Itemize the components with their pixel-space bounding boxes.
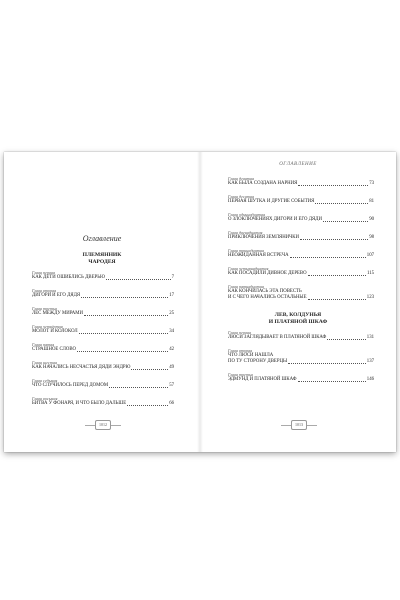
chapter-title: КАК НАЧАЛИСЬ НЕСЧАСТЬЯ ДЯДИ ЭНДРЮ [32, 365, 131, 370]
chapter-label: Глава пятая [32, 342, 55, 347]
chapter-label: Глава третья [228, 372, 253, 377]
running-head: ОГЛАВЛЕНИЕ [279, 162, 317, 167]
toc-entry[interactable] [32, 360, 174, 371]
chapter-label: Глава третья [32, 306, 57, 311]
page-number: 66 [169, 401, 174, 406]
chapter-title: КАК ДЕТИ ОШИБЛИСЬ ДВЕРЬЮ [32, 275, 105, 280]
page-number: 107 [366, 253, 374, 258]
toc-entry[interactable] [32, 306, 174, 317]
chapter-label: Глава шестая [32, 360, 57, 365]
page-number: 90 [369, 217, 374, 222]
toc-entry[interactable] [228, 212, 374, 223]
chapter-title: ЛЮСИ ЗАГЛЯДЫВАЕТ В ПЛАТЯНОЙ ШКАФ [228, 335, 327, 340]
chapter-label: Глава седьмая [32, 378, 58, 383]
book-title-line: ПЛЕМЯННИК [82, 252, 122, 258]
toc-entry[interactable] [32, 378, 174, 389]
toc-entry[interactable] [32, 288, 174, 299]
page-number: 34 [169, 329, 174, 334]
toc-entry[interactable] [228, 176, 374, 187]
chapter-title: СТРАШНОЕ СЛОВО [32, 347, 77, 352]
chapter-title: ЧТО ЛЮСИ НАШЛА [228, 353, 274, 358]
toc-entry[interactable] [228, 230, 374, 241]
chapter-title: ПО ТУ СТОРОНУ ДВЕРЦЫ [228, 359, 288, 364]
chapter-label: Глава первая [32, 270, 55, 275]
page-number: 131 [366, 335, 374, 340]
book-spread [4, 152, 396, 452]
chapter-title: ЧТО СЛУЧИЛОСЬ ПЕРЕД ДОМОМ [32, 383, 109, 388]
chapter-label: Глава четырнадцатая [228, 266, 269, 271]
chapter-title: НЕОЖИДАННАЯ ВСТРЕЧА [228, 253, 289, 258]
page-number: 146 [366, 377, 374, 382]
chapter-label: Глава вторая [32, 288, 57, 293]
page-number: 57 [169, 383, 174, 388]
book-title-line: ЧАРОДЕЯ [88, 258, 116, 265]
chapter-title: КАК БЫЛА СОЗДАНА НАРНИЯ [228, 181, 298, 186]
chapter-label: Глава четвёртая [32, 324, 63, 329]
page-number: 123 [366, 295, 374, 300]
chapter-title: БИТВА У ФОНАРЯ, И ЧТО БЫЛО ДАЛЬШЕ [32, 401, 127, 406]
chapter-title: ПЕРВАЯ ШУТКА И ДРУГИЕ СОБЫТИЯ [228, 199, 315, 204]
chapter-label: Глава пятнадцатая [228, 284, 264, 289]
page-number: 25 [169, 311, 174, 316]
book-title-line: ЛЕВ, КОЛДУНЬЯ [274, 312, 322, 318]
book-title [26, 252, 178, 265]
chapter-title: ЭДМУНД И ПЛАТЯНОЙ ШКАФ [228, 377, 297, 382]
page-number: 137 [366, 359, 374, 364]
page-number: 49 [169, 365, 174, 370]
chapter-label: Глава десятая [228, 194, 254, 199]
book-title-line: И ПЛАТЯНОЙ ШКАФ [268, 318, 328, 325]
chapter-label: Глава первая [228, 330, 251, 335]
page-number: 17 [169, 293, 174, 298]
toc-entry[interactable] [228, 194, 374, 205]
page-number: 73 [369, 181, 374, 186]
right-page [200, 152, 396, 452]
chapter-label: Глава восьмая [32, 396, 58, 401]
chapter-title: КАК ПОСАДИЛИ ДИВНОЕ ДЕРЕВО [228, 271, 307, 276]
book-title [222, 312, 374, 325]
toc-heading: Оглавление [82, 234, 122, 243]
chapter-title: ЛЕС МЕЖДУ МИРАМИ [32, 311, 83, 316]
toc-entry[interactable] [228, 266, 374, 277]
chapter-title: И С ЧЕГО НАЧАЛИСЬ ОСТАЛЬНЫЕ [228, 295, 307, 300]
page-number: 98 [369, 235, 374, 240]
chapter-title: О ЗЛОКЛЮЧЕНИЯХ ДИГОРИ И ЕГО ДЯДИ [228, 217, 322, 222]
chapter-label: Глава девятая [228, 176, 254, 181]
chapter-label: Глава тринадцатая [228, 248, 264, 253]
page-number: 115 [366, 271, 374, 276]
toc-entry[interactable] [228, 284, 374, 301]
page-number: 7 [171, 275, 174, 280]
left-page [4, 152, 200, 452]
toc-entry[interactable] [32, 270, 174, 281]
page-number: 81 [369, 199, 374, 204]
page-number: 42 [169, 347, 174, 352]
page-folio: 1013 [291, 420, 307, 430]
toc-entry[interactable] [32, 396, 174, 407]
chapter-title: ДИГОРИ И ЕГО ДЯДЯ [32, 293, 81, 298]
chapter-label: Глава двенадцатая [228, 230, 263, 235]
chapter-title: МОЛОТ И КОЛОКОЛ [32, 329, 78, 334]
toc-entry[interactable] [32, 324, 174, 335]
toc-entry[interactable] [228, 330, 374, 341]
toc-entry[interactable] [228, 248, 374, 259]
toc-entry[interactable] [228, 348, 374, 365]
page-folio: 1012 [95, 420, 111, 430]
chapter-title: ПРИКЛЮЧЕНИЯ ЗЕМЛЯНИЧКИ [228, 235, 299, 240]
chapter-label: Глава вторая [228, 348, 253, 353]
toc-entry[interactable] [228, 372, 374, 383]
chapter-title: КАК КОНЧИЛАСЬ ЭТА ПОВЕСТЬ [228, 289, 302, 294]
toc-entry[interactable] [32, 342, 174, 353]
chapter-label: Глава одиннадцатая [228, 212, 266, 217]
